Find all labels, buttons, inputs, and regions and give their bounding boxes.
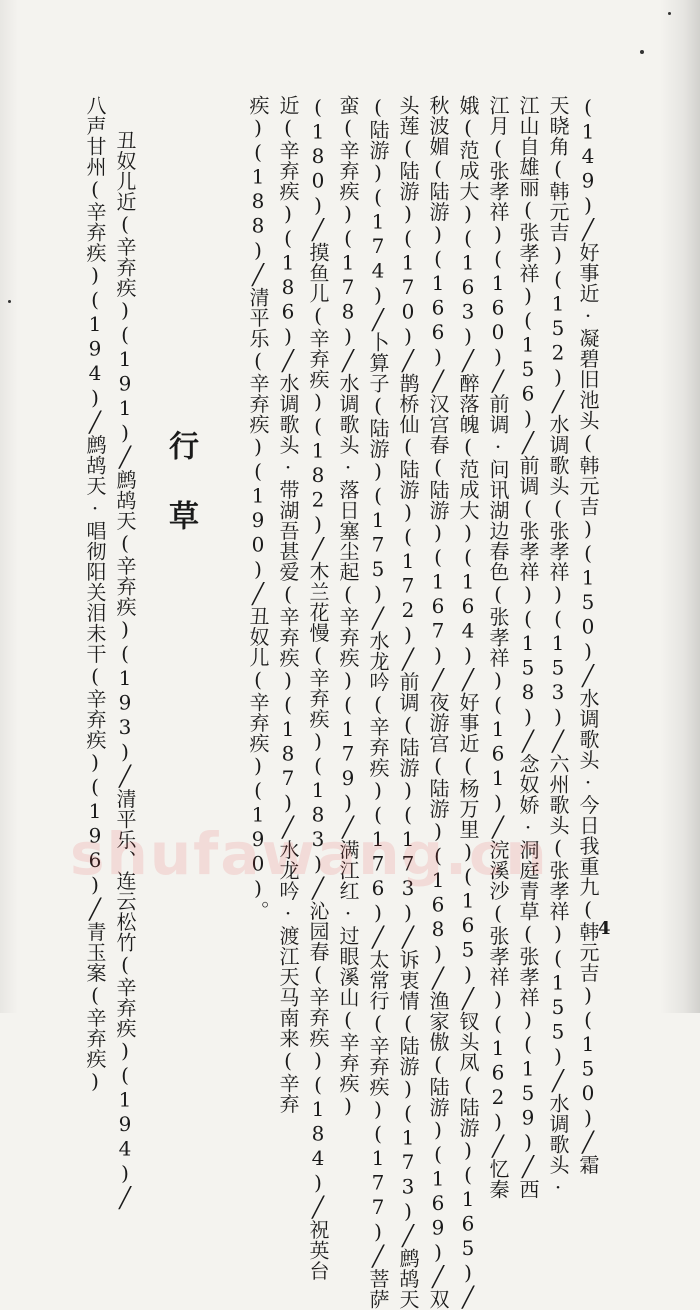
toc-column-4: 江月(张孝祥)(160)╱前调·问讯湖边春色(张孝祥)(161)╱浣溪沙(张孝祥)(162)╱忆秦 [486, 95, 510, 1200]
toc-column-5: 娥(范成大)(163)╱醉落魄(范成大)(164)╱好事近(杨万里)(165)╱钗头凤(陆游)(165)╱ [456, 95, 480, 1310]
toc-column-9: 蛮(辛弃疾)(178)╱水调歌头·落日塞尘起(辛弃疾)(179)╱满江红·过眼溪山(辛弃疾) [336, 95, 360, 1118]
scan-speck [8, 300, 11, 303]
toc-column-3: 江山自雄丽(张孝祥)(156)╱前调(张孝祥)(158)╱念奴娇·洞庭青草(张孝祥)(159)╱西 [516, 95, 540, 1200]
toc-column-8: (陆游)(174)╱卜算子(陆游)(175)╱水龙吟(辛弃疾)(176)╱太常行(辛弃疾)(177)╱菩萨 [366, 95, 390, 1310]
toc-column-6: 秋波媚(陆游)(166)╱汉宫春(陆游)(167)╱夜游宫(陆游)(168)╱渔家傲(陆游)(169)╱双 [426, 95, 450, 1310]
toc-column-12: 疾)(188)╱清平乐(辛弃疾)(190)╱丑奴儿(辛弃疾)(190)。 [246, 95, 270, 921]
page-number: 4 [598, 918, 611, 939]
toc-column-2: 天晓角(韩元吉)(152)╱水调歌头(张孝祥)(153)╱六州歌头(张孝祥)(155)╱水调歌头· [546, 95, 570, 1200]
toc-column-14: 八声甘州(辛弃疾)(194)╱鹧鸪天·唱彻阳关泪未干(辛弃疾)(196)╱青玉案(辛弃疾) [83, 95, 107, 1094]
section-title: 行草 [163, 430, 198, 570]
scan-speck [640, 50, 644, 54]
scan-speck [668, 12, 671, 15]
scan-shadow-left [0, 0, 18, 1013]
toc-column-7: 头莲(陆游)(170)╱鹊桥仙(陆游)(172)╱前调(陆游)(173)╱诉衷情(陆游)(173)╱鹧鸪天 [396, 95, 420, 1310]
toc-column-11: 近(辛弃疾)(186)╱水调歌头·带湖吾甚爱(辛弃疾)(187)╱水龙吟·渡江天马南来(辛弃 [276, 95, 300, 1114]
toc-column-10: (180)╱摸鱼儿(辛弃疾)(182)╱木兰花慢(辛弃疾)(183)╱沁园春(辛弃疾)(184)╱祝英台 [306, 95, 330, 1281]
toc-column-13: 丑奴儿近(辛弃疾)(191)╱鹧鸪天(辛弃疾)(193)╱清平乐、连云松竹(辛弃疾)(194)╱ [113, 130, 137, 1210]
scan-shadow-right [660, 0, 700, 1013]
toc-column-1: (149)╱好事近·凝碧旧池头(韩元吉)(150)╱水调歌头·今日我重九(韩元吉)(150)╱霜 [576, 95, 600, 1175]
watermark: shufawang.cn [70, 820, 549, 888]
